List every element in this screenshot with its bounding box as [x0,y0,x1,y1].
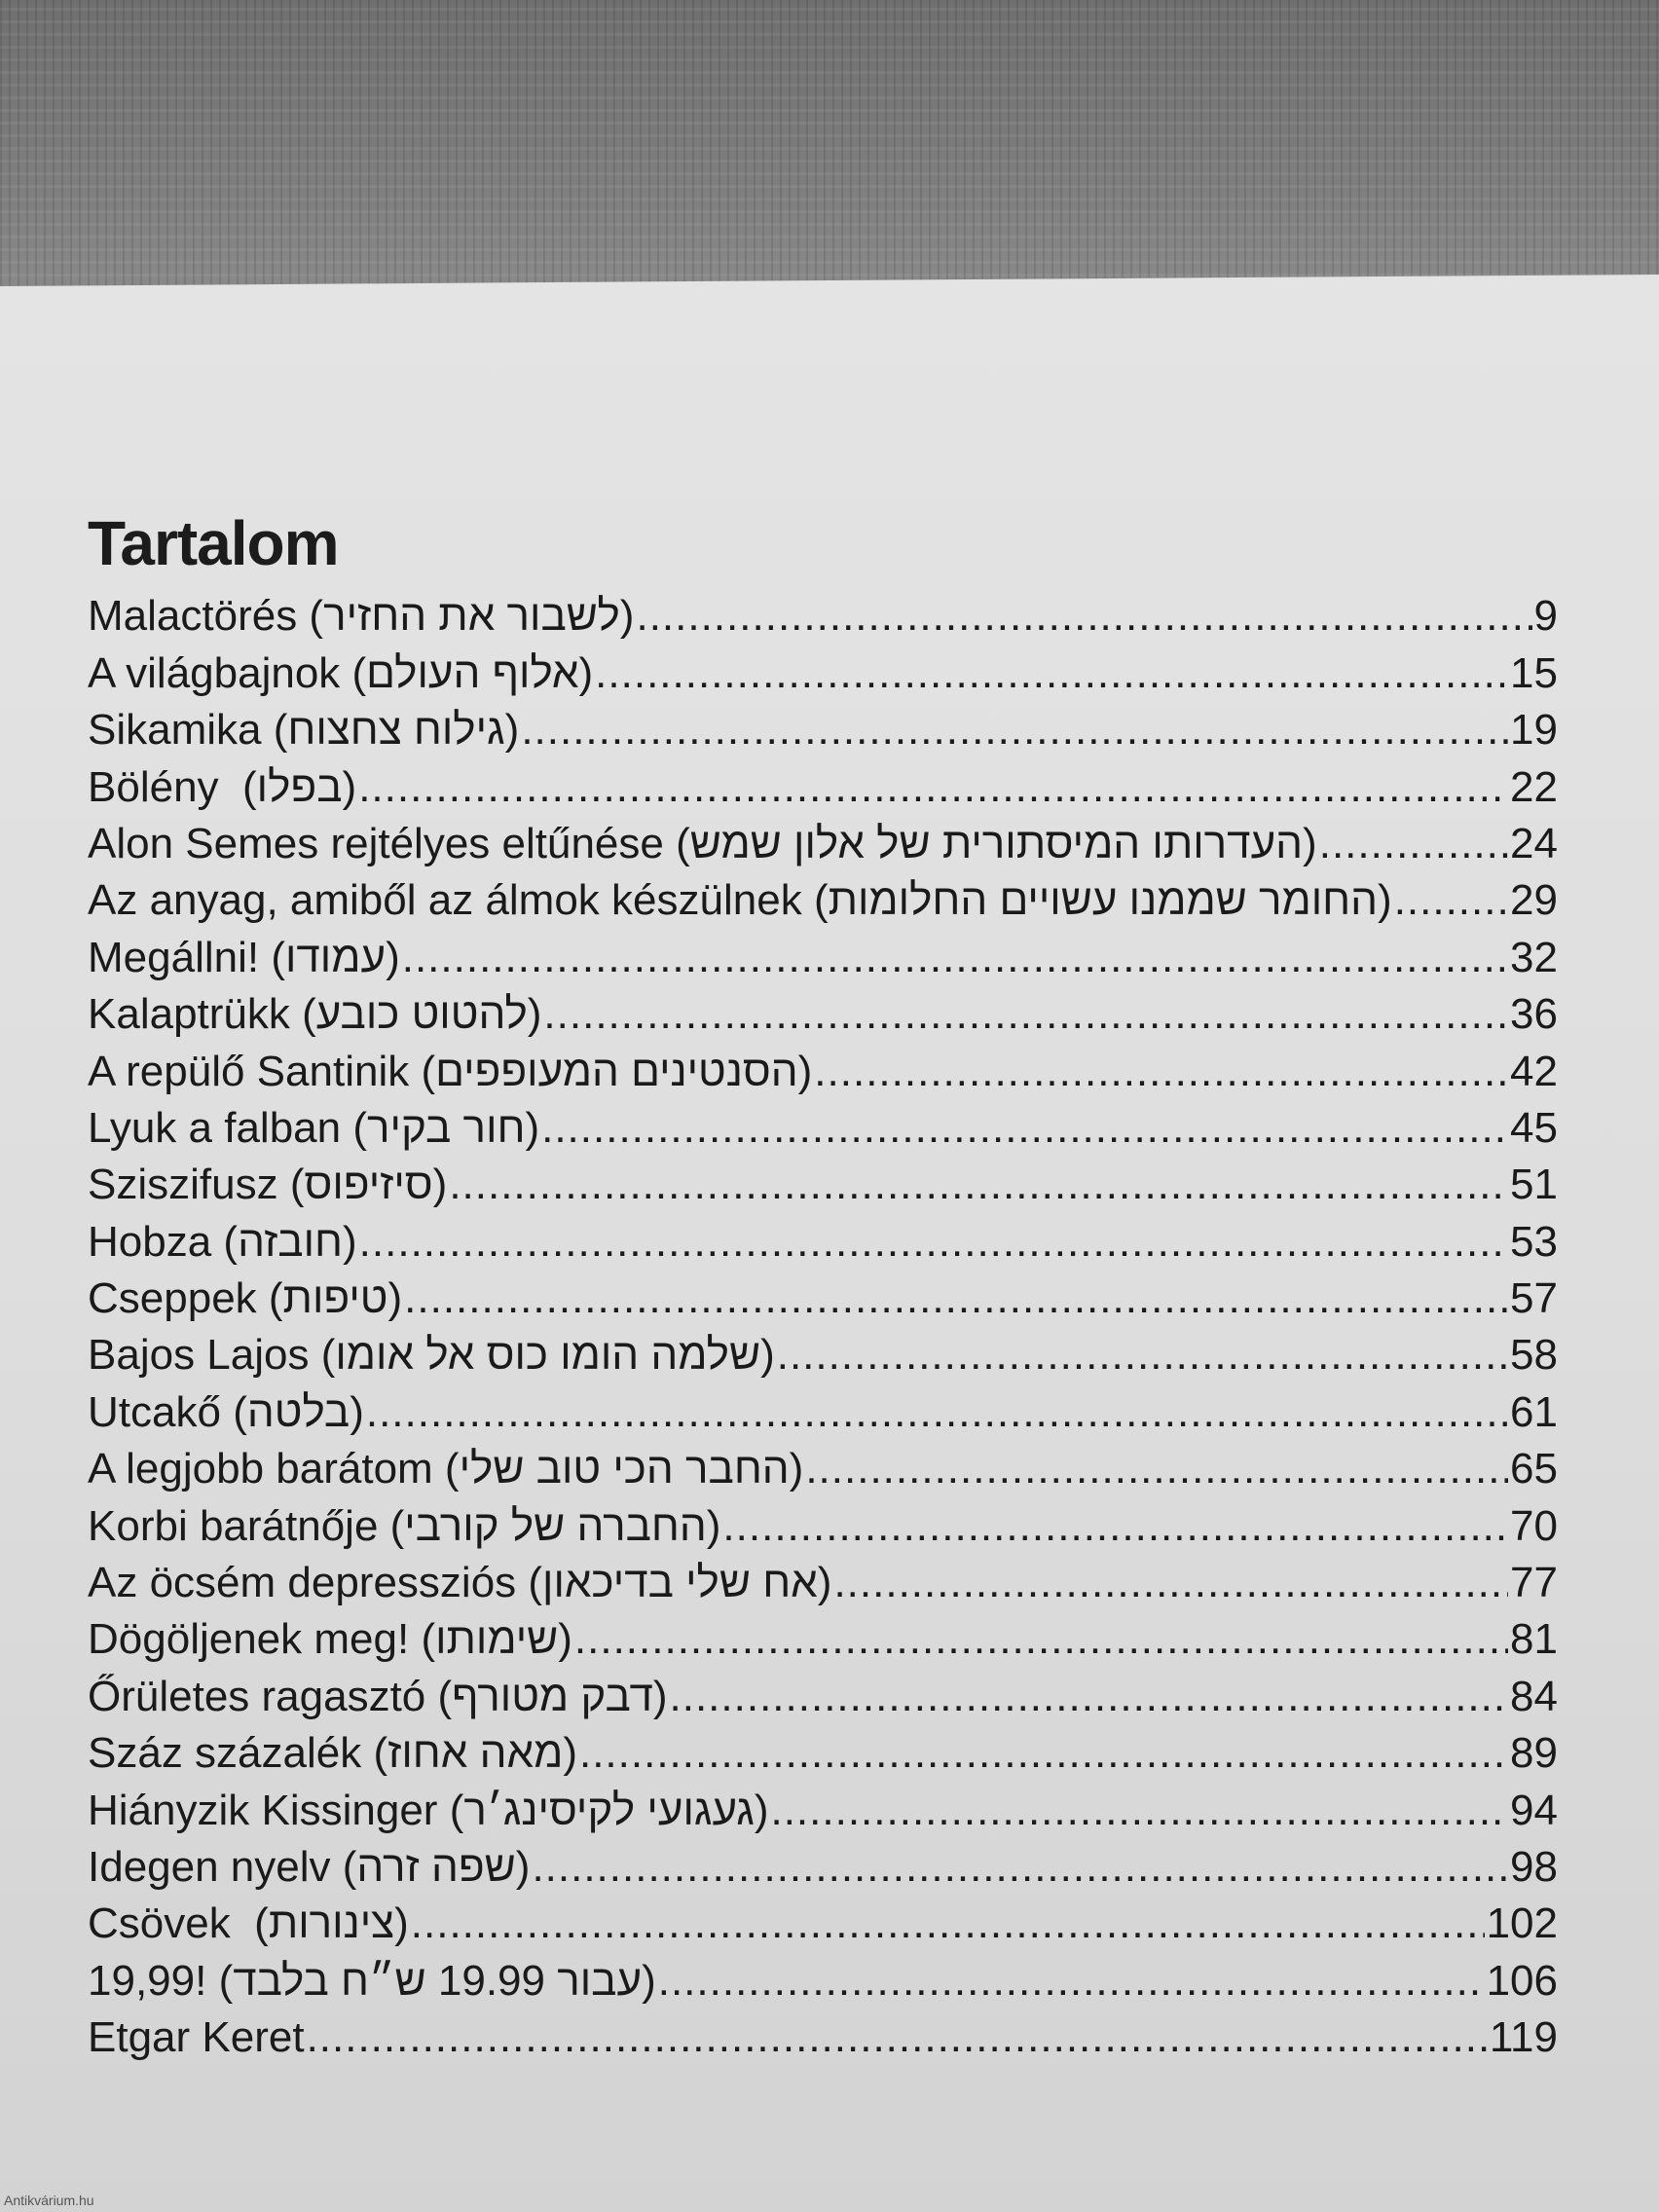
dot-leader [658,1957,1485,2006]
toc-page-number: 29 [1510,876,1558,925]
dot-leader [574,1615,1508,1664]
dot-leader [636,592,1531,641]
toc-entry [88,1778,1558,1834]
toc-entry [88,1039,1558,1095]
dot-leader [833,1559,1508,1607]
dot-leader [411,1899,1485,1948]
toc-entry-title: Idegen nyelv (שפה זרה) [88,1842,531,1891]
toc-entry-title: Dögöljenek meg! (שימותו) [88,1615,572,1664]
toc-page-number: 15 [1510,648,1558,697]
toc-entry-title: Lyuk a falban (חור בקיר) [88,1103,540,1152]
toc-entry [88,1437,1558,1493]
toc-entry [88,1721,1558,1778]
toc-page-number: 58 [1510,1331,1558,1380]
dot-leader [404,1274,1508,1323]
toc-entry [88,1551,1558,1607]
toc-entry-title: Malactörés (לשבור את החזיר) [88,592,635,641]
toc-entry [88,1835,1558,1892]
toc-page-number: 53 [1510,1217,1558,1266]
toc-page-number: 77 [1510,1559,1558,1607]
toc-entry-title: Kalaptrükk (להטוט כובע) [88,990,542,1039]
dot-leader [670,1673,1509,1721]
toc-entry [88,1153,1558,1209]
dot-leader [814,1048,1508,1096]
toc-entry [88,1607,1558,1664]
toc-entry-title: Hobza (חובזה) [88,1217,357,1266]
toc-page-number: 42 [1510,1047,1558,1095]
dot-leader [722,1502,1508,1551]
toc-page-number: 45 [1510,1103,1558,1152]
toc-page-number: 24 [1510,819,1558,867]
dot-leader [595,649,1508,698]
watermark: Antikvárium.hu [4,2193,94,2208]
toc-entry-title: 19,99! (עבור 19.99 ש״ח בלבד) [88,1956,656,2005]
dot-leader [521,706,1508,755]
toc-entry [88,1380,1558,1436]
toc-entry-title: Alon Semes rejtélyes eltűnése (העדרותו המיסתורית של אלון שמש) [88,819,1317,867]
toc-entry [88,1096,1558,1153]
toc-entry [88,1664,1558,1720]
toc-page-number: 98 [1510,1842,1558,1891]
toc-page-number: 57 [1510,1274,1558,1323]
toc-entry [88,755,1558,811]
toc-page-number: 70 [1510,1501,1558,1550]
dot-leader [358,763,1508,812]
toc-entry-title: Etgar Keret [88,2013,305,2062]
dot-leader [770,1787,1508,1835]
toc-entry [88,868,1558,925]
toc-entry-title: Csövek (צינורות) [88,1899,409,1948]
toc-entry [88,1209,1558,1266]
toc-page-number: 51 [1510,1161,1558,1209]
toc-page-number: 32 [1510,933,1558,981]
dot-leader [777,1331,1508,1380]
toc-entry-title: Megállni! (עמודו) [88,933,400,981]
toc-entry [88,698,1558,755]
dot-leader [449,1161,1508,1209]
dot-leader [543,990,1508,1039]
toc-entry-title: A világbajnok (אלוף העולם) [88,648,594,697]
toc-entry [88,925,1558,981]
toc-entry [88,641,1558,697]
toc-entry [88,982,1558,1039]
toc-entry-title: Sziszifusz (סיזיפוס) [88,1161,448,1209]
toc-entry [88,1267,1558,1323]
toc-page-number: 61 [1510,1387,1558,1436]
toc-entry [88,812,1558,868]
toc-page-number: 106 [1486,1956,1558,2005]
toc-entry-title: A legjobb barátom (החבר הכי טוב שלי) [88,1445,804,1493]
toc-entry [88,1892,1558,1948]
toc-entry-title: Utcakő (בלטה) [88,1387,364,1436]
toc-entry-title: Bölény (בפלו) [88,762,357,811]
toc-page-number: 89 [1510,1729,1558,1778]
toc-page-number: 84 [1510,1672,1558,1720]
toc-entry-title: Az öcsém depressziós (אח שלי בדיכאון) [88,1559,832,1607]
toc-entry [88,584,1558,641]
toc-entry-title: Őrületes ragasztó (דבק מטורף) [88,1672,668,1720]
toc-page-number: 102 [1486,1899,1558,1948]
toc-entry [88,1493,1558,1550]
table-of-contents [88,584,1558,2062]
dot-leader [805,1445,1508,1493]
page-title: Tartalom [88,507,339,578]
toc-entry [88,2006,1558,2062]
toc-entry-title: A repülő Santinik (הסנטינים המעופפים) [88,1047,813,1095]
toc-entry-title: Bajos Lajos (שלמה הומו כוס אל אומו) [88,1331,775,1380]
toc-entry-title: Cseppek (טיפות) [88,1274,403,1323]
toc-page-number: 36 [1510,990,1558,1039]
toc-page-number: 19 [1510,706,1558,755]
dot-leader [541,1104,1508,1153]
toc-page-number: 9 [1533,592,1558,641]
toc-entry-title: Korbi barátnője (החברה של קורבי) [88,1501,721,1550]
dot-leader [1394,876,1508,925]
toc-entry-title: Az anyag, amiből az álmok készülnek (החומר שממנו עשויים החלומות) [88,876,1392,925]
toc-page-number: 119 [1489,2013,1558,2062]
dot-leader [532,1843,1508,1892]
toc-entry [88,1323,1558,1380]
toc-entry-title: Száz százalék (מאה אחוז) [88,1729,577,1778]
toc-entry-title: Hiányzik Kissinger (געגועי לקיסינג׳ר) [88,1786,769,1834]
dot-leader [1319,820,1508,868]
toc-page-number: 65 [1510,1445,1558,1493]
dot-leader [359,1218,1508,1267]
dot-leader [579,1729,1508,1778]
dot-leader [366,1388,1508,1437]
toc-page-number: 81 [1510,1615,1558,1664]
dot-leader [402,934,1508,982]
toc-entry-title: Sikamika (גילוח צחצוח) [88,706,520,755]
toc-page-number: 22 [1510,762,1558,811]
table-surface-background [0,0,1659,302]
toc-page-number: 94 [1510,1786,1558,1834]
toc-entry [88,1948,1558,2005]
dot-leader [307,2013,1488,2062]
